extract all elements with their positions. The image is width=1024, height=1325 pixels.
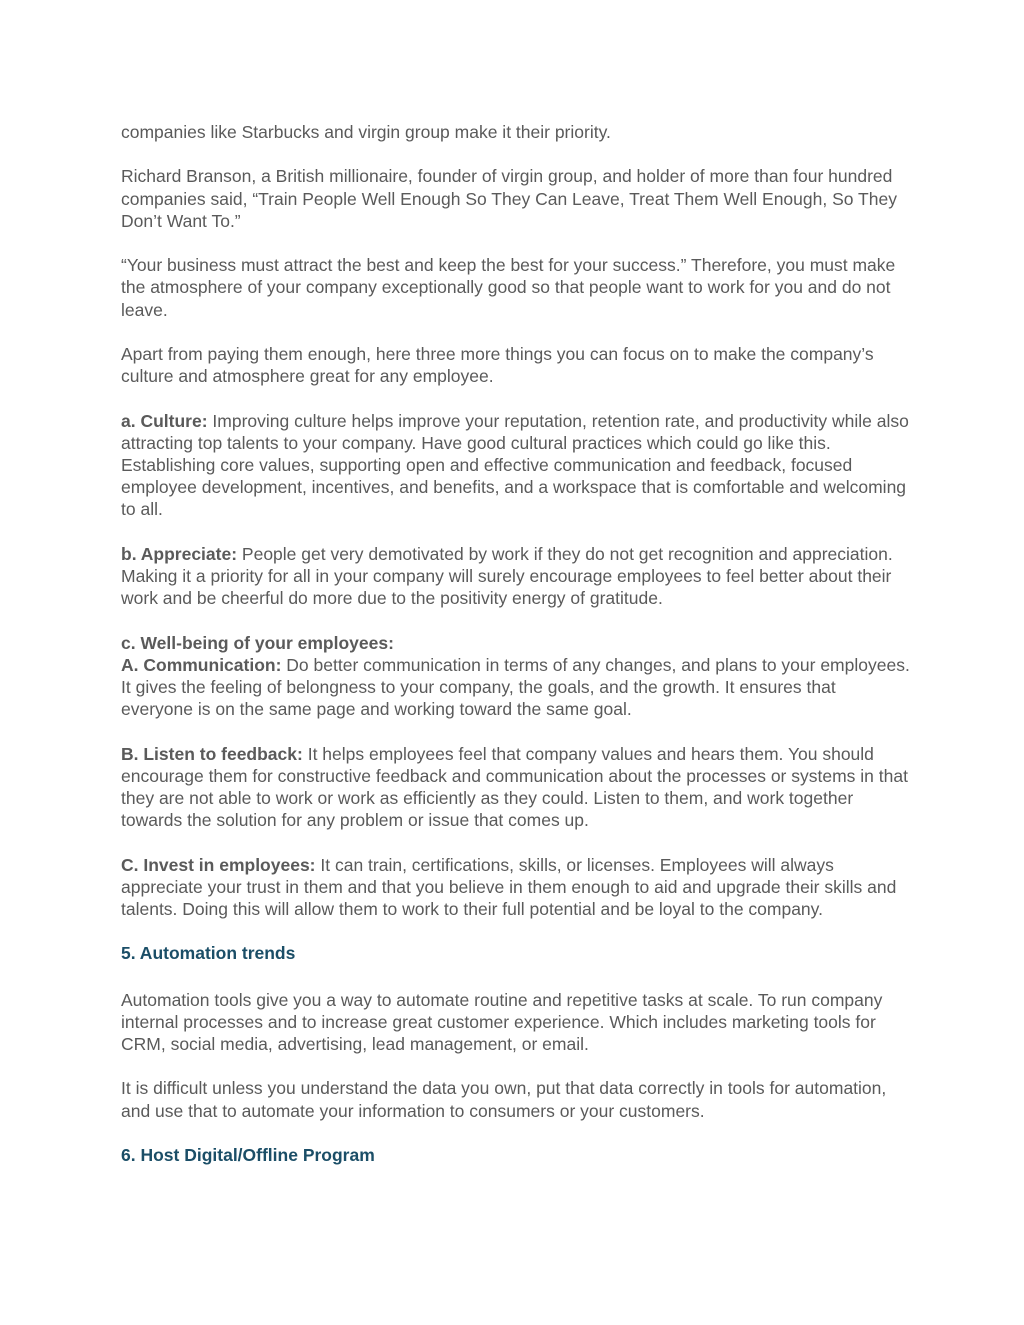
invest-lead: C. Invest in employees: — [121, 854, 316, 875]
paragraph-wellbeing-heading — [121, 632, 911, 654]
paragraph-starbucks: companies like Starbucks and virgin group make it their priority. — [121, 122, 611, 142]
paragraph-automation-data: It is difficult unless you understand the data you own, put that data correctly in tools for automation, and use that to automate your information to consumers or your customers. — [121, 1078, 887, 1121]
listen-lead: B. Listen to feedback: — [121, 743, 303, 764]
paragraph-invest — [121, 854, 911, 921]
invest-text: It can train, certifications, skills, or licenses. Employees will always appreciate your trust in them and that you believe in them enough to aid and upgrade their skills and talents. Doing this will allow them to work to their full potential and be loyal to the company. — [121, 854, 897, 919]
listen-text: It helps employees feel that company values and hears them. You should encourage them for constructive feedback and communication about the processes or systems in that they are not able to work or work as efficiently as they could. Listen to them, and work together towards the solution for any problem or issue that comes up. — [121, 743, 908, 831]
paragraph-communication — [121, 654, 911, 721]
paragraph-appreciate — [121, 543, 911, 610]
paragraph-automation-tools: Automation tools give you a way to automate routine and repetitive tasks at scale. To run company internal processes and to increase great customer experience. Which includes marketing tools for CRM, social media, advertising, lead management, or email. — [121, 989, 883, 1054]
communication-lead: A. Communication: — [121, 654, 282, 675]
section-heading-automation: 5. Automation trends — [121, 943, 296, 964]
appreciate-lead: b. Appreciate: — [121, 543, 238, 564]
paragraph-listen-feedback — [121, 743, 911, 832]
section-heading-host-program: 6. Host Digital/Offline Program — [121, 1144, 375, 1165]
wellbeing-lead: c. Well-being of your employees: — [121, 632, 394, 653]
paragraph-three-things: Apart from paying them enough, here three more things you can focus on to make the company’s culture and atmosphere great for any employee. — [121, 343, 874, 387]
communication-text: Do better communication in terms of any changes, and plans to your employees. It gives the feeling of belongness to your company, the goals, and the growth. It ensures that everyone is on the same page and working toward the same goal. — [121, 654, 910, 720]
paragraph-attract-best: “Your business must attract the best and keep the best for your success.” Therefore, you must make the atmosphere of your company exceptionally good so that people want to work for you and do not leave. — [121, 255, 896, 320]
paragraph-culture — [121, 410, 911, 521]
document-page — [121, 121, 911, 1190]
appreciate-text: People get very demotivated by work if they do not get recognition and appreciation. Making it a priority for all in your company will surely encourage employees to feel better about their work and be cheerful do more due to the positivity energy of gratitude. — [121, 543, 893, 609]
culture-lead: a. Culture: — [121, 410, 208, 431]
paragraph-branson-quote: Richard Branson, a British millionaire, founder of virgin group, and holder of more than four hundred companies said, “Train People Well Enough So They Can Leave, Treat Them Well Enough, So They Don’t Want To.” — [121, 166, 897, 231]
culture-text: Improving culture helps improve your reputation, retention rate, and productivity while also attracting top talents to your company. Have good cultural practices which could go like this. Establishing core values, supporting open and effective communication and feedback, focused employee development, incentives, and benefits, and a workspace that is comfortable and welcoming to all. — [121, 410, 909, 520]
